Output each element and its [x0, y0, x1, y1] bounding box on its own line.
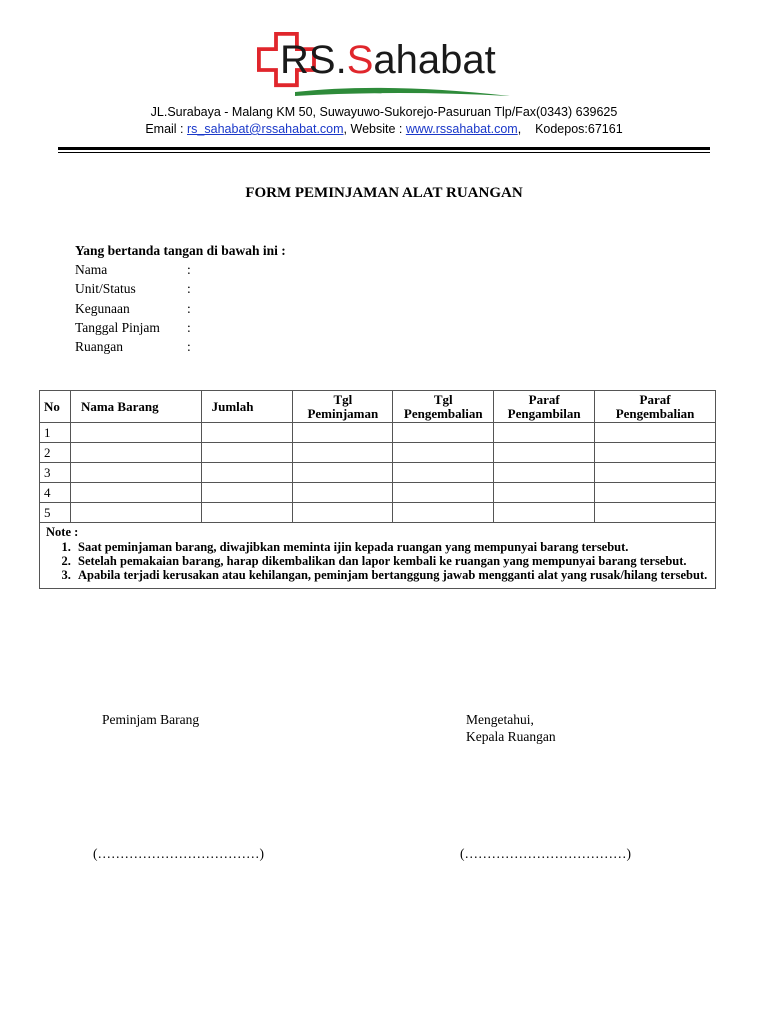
- cell-jumlah[interactable]: [201, 423, 293, 443]
- cell-paraf-pengambilan[interactable]: [494, 463, 595, 483]
- email-link[interactable]: rs_sahabat@rssahabat.com: [187, 122, 344, 136]
- note-cell: [40, 523, 716, 589]
- website-label: , Website :: [343, 122, 406, 136]
- cell-nama-barang[interactable]: [70, 443, 201, 463]
- cell-paraf-pengembalian[interactable]: [595, 483, 716, 503]
- form-title: FORM PEMINJAMAN ALAT RUANGAN: [245, 185, 523, 201]
- contact-line: [0, 122, 768, 136]
- cell-tgl-pengembalian[interactable]: [393, 423, 494, 443]
- header-rule-thin: [58, 152, 710, 153]
- cell-tgl-pengembalian[interactable]: [393, 443, 494, 463]
- cell-paraf-pengembalian[interactable]: [595, 423, 716, 443]
- cell-jumlah[interactable]: [201, 503, 293, 523]
- note-label: Note :: [46, 525, 79, 539]
- row-number: 2: [40, 443, 71, 463]
- field-colon: :: [187, 281, 191, 296]
- cell-jumlah[interactable]: [201, 443, 293, 463]
- col-header-paraf-pengambilan: Paraf Pengambilan: [494, 391, 595, 423]
- cell-paraf-pengambilan[interactable]: [494, 503, 595, 523]
- postcode: , Kodepos:67161: [517, 122, 623, 136]
- col-header-jumlah: Jumlah: [201, 391, 293, 423]
- col-header-nama-barang: Nama Barang: [70, 391, 201, 423]
- table-row: [40, 443, 716, 463]
- row-number: 3: [40, 463, 71, 483]
- cell-tgl-pengembalian[interactable]: [393, 503, 494, 523]
- email-label: Email :: [145, 122, 188, 136]
- field-colon: :: [187, 301, 191, 316]
- cell-nama-barang[interactable]: [70, 463, 201, 483]
- field-nama: [75, 262, 191, 278]
- cell-jumlah[interactable]: [201, 463, 293, 483]
- col-header-paraf-pengembalian: Paraf Pengembalian: [595, 391, 716, 423]
- col-header-tgl-peminjaman: Tgl Peminjaman: [293, 391, 393, 423]
- cell-paraf-pengambilan[interactable]: [494, 423, 595, 443]
- borrower-signature-line[interactable]: (………………………………): [93, 846, 264, 861]
- field-label: Unit/Status: [75, 281, 136, 296]
- table-header-row: [40, 391, 716, 423]
- items-table: [39, 390, 716, 589]
- col-header-no: No: [40, 391, 71, 423]
- note-item: 2. Setelah pemakaian barang, harap dikembalikan dan lapor kembali ke ruangan yang mempunyai barang tersebut.: [74, 554, 709, 568]
- cell-paraf-pengembalian[interactable]: [595, 443, 716, 463]
- cell-tgl-peminjaman[interactable]: [293, 503, 393, 523]
- table-row: [40, 483, 716, 503]
- table-row: [40, 503, 716, 523]
- cell-nama-barang[interactable]: [70, 503, 201, 523]
- cell-tgl-pengembalian[interactable]: [393, 463, 494, 483]
- field-label: Kegunaan: [75, 301, 130, 316]
- row-number: 4: [40, 483, 71, 503]
- cell-tgl-peminjaman[interactable]: [293, 443, 393, 463]
- field-colon: :: [187, 320, 191, 335]
- note-item: 3. Apabila terjadi kerusakan atau kehilangan, peminjam bertanggung jawab mengganti alat yang rusak/hilang tersebut.: [74, 568, 709, 582]
- field-label: Ruangan: [75, 339, 123, 354]
- field-colon: :: [187, 339, 191, 354]
- cell-paraf-pengembalian[interactable]: [595, 503, 716, 523]
- field-ruangan: [75, 339, 191, 355]
- row-number: 1: [40, 423, 71, 443]
- logo-prefix: RS.: [280, 38, 347, 82]
- logo-text: [280, 38, 496, 83]
- field-label: Tanggal Pinjam: [75, 320, 160, 335]
- cell-paraf-pengambilan[interactable]: [494, 483, 595, 503]
- cell-nama-barang[interactable]: [70, 423, 201, 443]
- note-item: 1. Saat peminjaman barang, diwajibkan meminta ijin kepada ruangan yang mempunyai barang tersebut.: [74, 540, 709, 554]
- cell-paraf-pengembalian[interactable]: [595, 463, 716, 483]
- website-link[interactable]: www.rssahabat.com: [405, 122, 518, 136]
- header-rule-thick: [58, 147, 710, 150]
- field-colon: :: [187, 262, 191, 277]
- field-unit-status: [75, 281, 191, 297]
- logo-s: S: [346, 38, 374, 82]
- cell-tgl-pengembalian[interactable]: [393, 483, 494, 503]
- field-label: Nama: [75, 262, 108, 277]
- logo-rest: ahabat: [373, 38, 496, 82]
- field-kegunaan: [75, 301, 191, 317]
- cell-nama-barang[interactable]: [70, 483, 201, 503]
- form-intro: Yang bertanda tangan di bawah ini :: [75, 243, 286, 258]
- cell-tgl-peminjaman[interactable]: [293, 483, 393, 503]
- table-row: [40, 463, 716, 483]
- acknowledged-label: Mengetahui,: [466, 712, 534, 727]
- cell-paraf-pengambilan[interactable]: [494, 443, 595, 463]
- address-line: JL.Surabaya - Malang KM 50, Suwayuwo-Sukorejo-Pasuruan Tlp/Fax(0343) 639625: [150, 105, 618, 119]
- col-header-tgl-pengembalian: Tgl Pengembalian: [393, 391, 494, 423]
- field-tanggal-pinjam: [75, 320, 191, 336]
- cell-tgl-peminjaman[interactable]: [293, 463, 393, 483]
- row-number: 5: [40, 503, 71, 523]
- room-head-label: Kepala Ruangan: [466, 729, 556, 744]
- note-row: [40, 523, 716, 589]
- table-row: [40, 423, 716, 443]
- borrower-label: Peminjam Barang: [102, 712, 200, 727]
- room-head-signature-line[interactable]: (………………………………): [460, 846, 631, 861]
- note-list: [46, 540, 709, 582]
- cell-tgl-peminjaman[interactable]: [293, 423, 393, 443]
- cell-jumlah[interactable]: [201, 483, 293, 503]
- green-swoosh: [295, 88, 510, 96]
